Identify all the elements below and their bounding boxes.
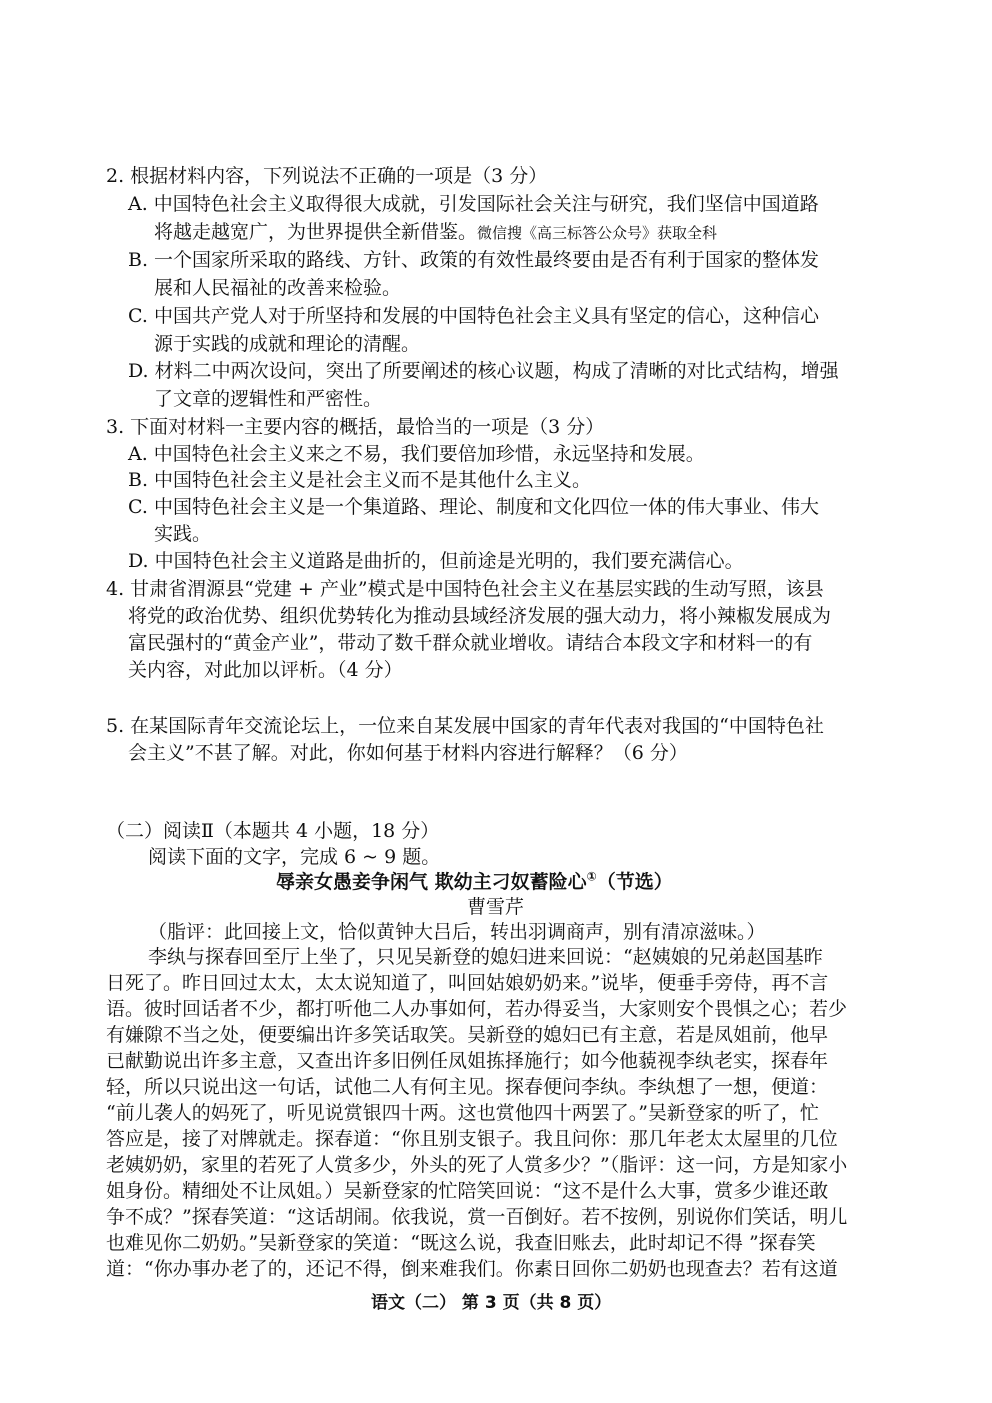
passage-line: 已献勤说出许多主意，又查出许多旧例任凤姐拣择施行；如今他藐视李纨老实，探春年 bbox=[106, 1050, 829, 1072]
q2-option-b-line2: 展和人民福祉的改善来检验。 bbox=[154, 277, 402, 299]
q2-option-a-text: 将越走越宽广，为世界提供全新借鉴。 bbox=[154, 221, 478, 243]
page-footer: 语文（二） 第 3 页（共 8 页） bbox=[371, 1293, 612, 1313]
q4-line3: 富民强村的“黄金产业”，带动了数千群众就业增收。请结合本段文字和材料一的有 bbox=[128, 632, 813, 654]
passage-line: 语。彼时回话者不少，都打听他二人办事如何，若办得妥当，大家则安个畏惧之心；若少 bbox=[106, 998, 848, 1020]
q3-option-d: D. 中国特色社会主义道路是曲折的，但前途是光明的，我们要充满信心。 bbox=[128, 550, 744, 572]
q5-line2: 会主义”不甚了解。对此，你如何基于材料内容进行解释？（6 分） bbox=[128, 742, 688, 764]
passage-title-suffix: （节选） bbox=[596, 871, 673, 893]
passage-author: 曹雪芹 bbox=[467, 896, 525, 918]
q2-stem: 2. 根据材料内容，下列说法不正确的一项是（3 分） bbox=[106, 165, 548, 187]
passage-line: 道：“你办事办老了的，还记不得，倒来难我们。你素日回你二奶奶也现查去？若有这道 bbox=[106, 1258, 838, 1280]
q4-line2: 将党的政治优势、组织优势转化为推动县域经济发展的强大动力，将小辣椒发展成为 bbox=[128, 605, 832, 627]
q2-option-c-line1: C. 中国共产党人对于所坚持和发展的中国特色社会主义具有坚定的信心，这种信心 bbox=[128, 305, 819, 327]
passage-line: 日死了。昨日回过太太，太太说知道了，叫回姑娘奶奶来。”说毕，便垂手旁侍，再不言 bbox=[106, 972, 829, 994]
q2-option-b-line1: B. 一个国家所采取的路线、方针、政策的有效性最终要由是否有利于国家的整体发 bbox=[128, 249, 820, 271]
q2-option-a-line2 bbox=[154, 219, 717, 246]
passage-line: 答应是，接了对牌就走。探春道：“你且别支银子。我且问你：那几年老太太屋里的几位 bbox=[106, 1128, 838, 1150]
passage-line: 也难见你二奶奶。”吴新登家的笑道：“既这么说，我查旧账去，此时却记不得 ”探春笑 bbox=[106, 1232, 816, 1254]
passage-line: 争不成？”探春笑道：“这话胡闹。依我说，赏一百倒好。若不按例，别说你们笑话，明儿 bbox=[106, 1206, 848, 1228]
passage-comment: （脂评：此回接上文，恰似黄钟大吕后，转出羽调商声，别有清凉滋味。） bbox=[148, 921, 766, 943]
passage-line: 老姨奶奶，家里的若死了人赏多少，外头的死了人赏多少？”（脂评：这一问，方是知家小 bbox=[106, 1154, 848, 1176]
q3-option-b: B. 中国特色社会主义是社会主义而不是其他什么主义。 bbox=[128, 469, 592, 491]
reading2-instruction: 阅读下面的文字，完成 6 ~ 9 题。 bbox=[148, 846, 441, 868]
q3-option-c-line1: C. 中国特色社会主义是一个集道路、理论、制度和文化四位一体的伟大事业、伟大 bbox=[128, 496, 819, 518]
q3-option-c-line2: 实践。 bbox=[154, 523, 212, 545]
passage-line: 轻，所以只说出这一句话，试他二人有何主见。探春便问李纨。李纨想了一想，便道： bbox=[106, 1076, 829, 1098]
q3-option-a: A. 中国特色社会主义来之不易，我们要倍加珍惜，永远坚持和发展。 bbox=[128, 443, 705, 465]
q2-option-d-line2: 了文章的逻辑性和严密性。 bbox=[154, 388, 383, 410]
q3-stem: 3. 下面对材料一主要内容的概括，最恰当的一项是（3 分） bbox=[106, 416, 605, 438]
passage-line: 姐身份。精细处不让凤姐。）吴新登家的忙陪笑回说：“这不是什么大事，赏多少谁还敢 bbox=[106, 1180, 829, 1202]
passage-line: 有嫌隙不当之处，便要编出许多笑话取笑。吴新登的媳妇已有主意，若是凤姐前，他早 bbox=[106, 1024, 829, 1046]
q2-option-c-line2: 源于实践的成就和理论的清醒。 bbox=[154, 333, 421, 355]
watermark-text: 微信搜《高三标答公众号》获取全科 bbox=[477, 224, 718, 242]
passage-line: 李纨与探春回至厅上坐了，只见吴新登的媳妇进来回说：“赵姨娘的兄弟赵国基昨 bbox=[148, 946, 823, 968]
footnote-marker: ① bbox=[586, 869, 597, 884]
passage-line: “前儿袭人的妈死了，听见说赏银四十两。这也赏他四十两罢了。”吴新登家的听了，忙 bbox=[106, 1102, 819, 1124]
passage-title bbox=[276, 869, 673, 895]
q5-line1: 5. 在某国际青年交流论坛上，一位来自某发展中国家的青年代表对我国的“中国特色社 bbox=[106, 715, 824, 737]
q2-option-a-line1: A. 中国特色社会主义取得很大成就，引发国际社会关注与研究，我们坚信中国道路 bbox=[128, 193, 819, 215]
q2-option-d-line1: D. 材料二中两次设问，突出了所要阐述的核心议题，构成了清晰的对比式结构，增强 bbox=[128, 360, 839, 382]
q4-line4: 关内容，对此加以评析。（4 分） bbox=[128, 659, 403, 681]
passage-title-text: 辱亲女愚妾争闲气 欺幼主刁奴蓄险心 bbox=[276, 871, 587, 893]
reading2-heading: （二）阅读Ⅱ（本题共 4 小题，18 分） bbox=[106, 820, 440, 842]
q4-line1: 4. 甘肃省渭源县“党建 + 产业”模式是中国特色社会主义在基层实践的生动写照，该县 bbox=[106, 578, 824, 600]
